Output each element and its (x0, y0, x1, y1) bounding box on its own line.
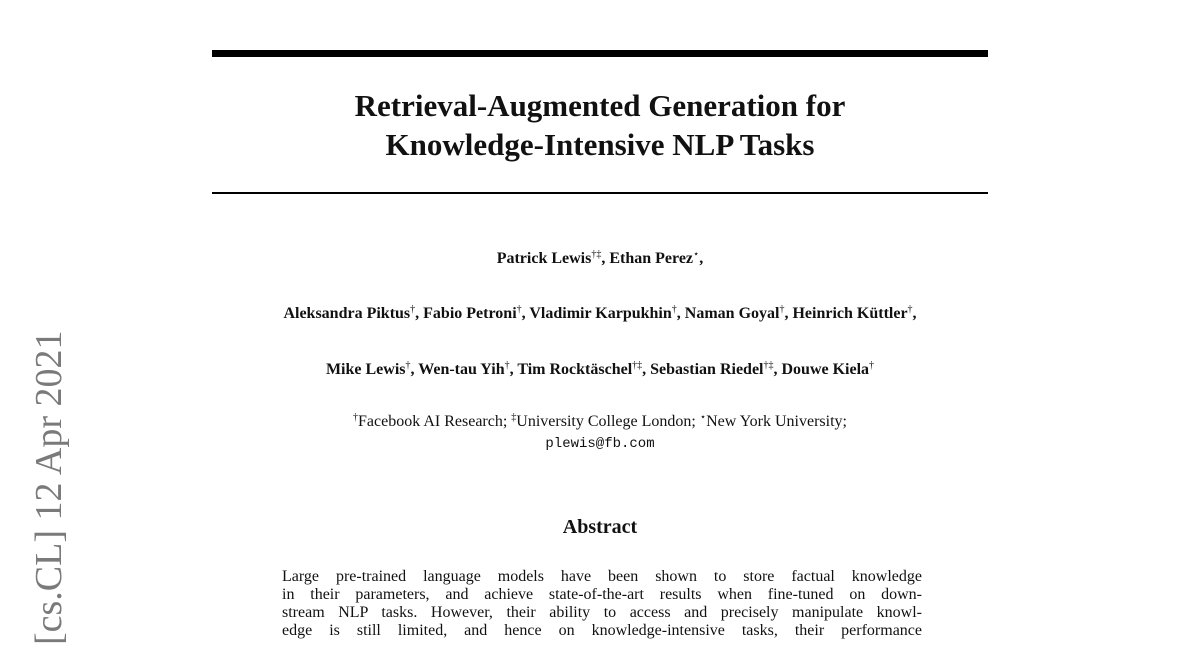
affiliation-name: University College London; (516, 413, 700, 430)
author-name: Naman Goyal (684, 305, 780, 322)
affiliation-mark: †‡ (632, 360, 643, 371)
author-name: Vladimir Karpukhin (529, 305, 672, 322)
author-name: Patrick Lewis (496, 250, 592, 267)
arxiv-identifier-stamp: [cs.CL] 12 Apr 2021 (28, 330, 70, 645)
author-name: Tim Rocktäschel (517, 361, 633, 378)
affiliation-mark: † (504, 360, 510, 371)
affiliation-mark: ⋆ (699, 412, 707, 423)
paper-title-line-1: Retrieval-Augmented Generation for (354, 88, 846, 123)
affiliation-mark: † (869, 360, 875, 371)
author-name: Douwe Kiela (781, 361, 870, 378)
author-line-1: Patrick Lewis†‡, Ethan Perez⋆, (496, 249, 704, 267)
author-name: Wen-tau Yih (418, 361, 505, 378)
affiliation-mark: † (410, 304, 416, 315)
paper-title-line-2: Knowledge-Intensive NLP Tasks (385, 127, 815, 162)
paper-title (212, 86, 988, 164)
title-bottom-rule (212, 192, 988, 194)
contact-email: plewis@fb.com (545, 436, 655, 452)
affiliation-mark: † (907, 304, 913, 315)
affiliation-mark: †‡ (591, 249, 602, 260)
author-name: Ethan Perez (609, 250, 694, 267)
affiliation-mark: † (671, 304, 677, 315)
affiliation-mark: †‡ (763, 360, 774, 371)
affiliation-mark: † (353, 412, 359, 423)
abstract-body (282, 568, 922, 640)
author-name: Fabio Petroni (423, 305, 517, 322)
abstract-line: stream NLP tasks. However, their ability to access and precisely manipulate knowl- (282, 604, 922, 621)
affiliation-mark: ‡ (511, 412, 517, 423)
author-name: Mike Lewis (325, 361, 406, 378)
affiliation-name: Facebook AI Research; (358, 413, 512, 430)
author-name: Aleksandra Piktus (283, 305, 411, 322)
affiliation-name: New York University; (706, 413, 847, 430)
affiliation-mark: † (405, 360, 411, 371)
affiliations-block (212, 411, 988, 455)
abstract-line: Large pre-trained language models have been shown to store factual knowledge (282, 568, 922, 585)
author-line-3: Mike Lewis†, Wen-tau Yih†, Tim Rocktäschel†‡, Sebastian Riedel†‡, Douwe Kiela† (325, 360, 875, 378)
title-top-rule (212, 50, 988, 57)
affiliation-mark: † (779, 304, 785, 315)
abstract-line: edge is still limited, and hence on knowledge-intensive tasks, their performance (282, 622, 922, 639)
author-name: Heinrich Küttler (792, 305, 908, 322)
abstract-heading: Abstract (562, 516, 638, 538)
affiliation-mark: † (516, 304, 522, 315)
author-name: Sebastian Riedel (650, 361, 764, 378)
abstract-line: in their parameters, and achieve state-of-the-art results when fine-tuned on down- (282, 586, 922, 603)
affiliation-mark: ⋆ (693, 249, 700, 260)
author-line-2: Aleksandra Piktus†, Fabio Petroni†, Vladimir Karpukhin†, Naman Goyal†, Heinrich Küttler†, (283, 304, 917, 322)
affiliations-line (353, 413, 847, 430)
